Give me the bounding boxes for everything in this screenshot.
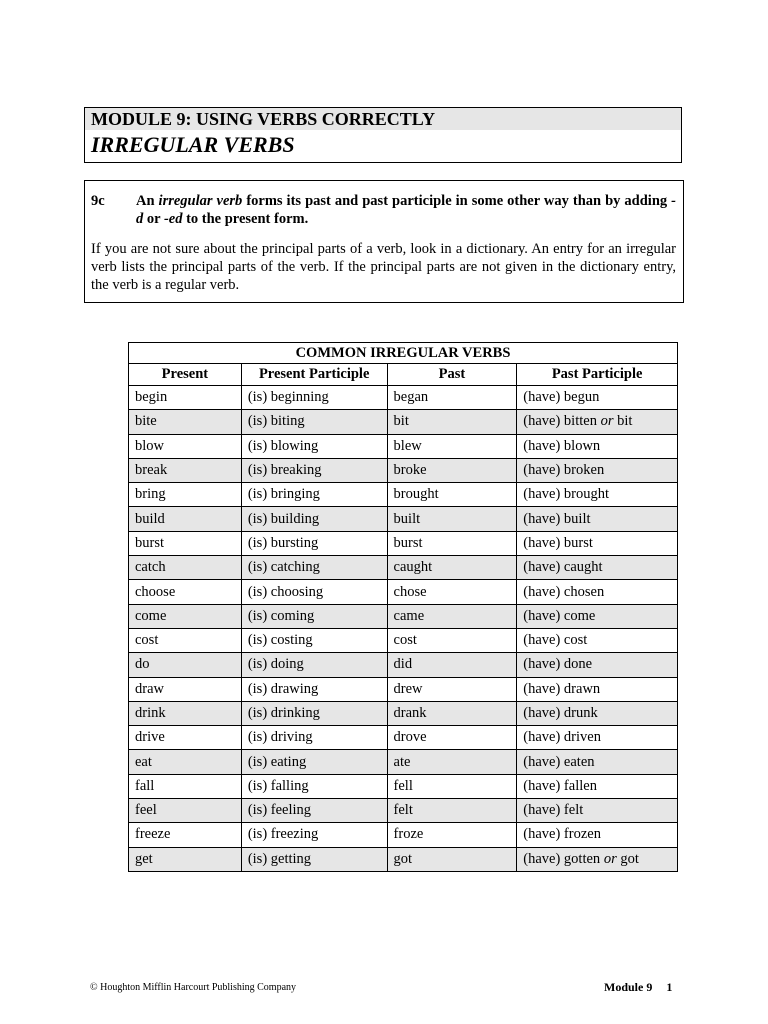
cell-present: choose xyxy=(129,580,242,604)
cell-past-participle xyxy=(517,386,678,410)
rule-text-part: An xyxy=(136,193,159,209)
past-participle-text: (have) built xyxy=(523,510,591,527)
rule-term: irregular verb xyxy=(158,193,243,209)
cell-past-participle xyxy=(517,580,678,604)
column-header-past: Past xyxy=(387,364,517,386)
table-row xyxy=(129,799,678,823)
cell-past-participle xyxy=(517,677,678,701)
table-row xyxy=(129,701,678,725)
cell-past: did xyxy=(387,653,517,677)
module-header xyxy=(84,107,682,163)
cell-present: cost xyxy=(129,628,242,652)
section-title: IRREGULAR VERBS xyxy=(91,132,295,157)
cell-present: eat xyxy=(129,750,242,774)
table-row xyxy=(129,847,678,871)
cell-past: drew xyxy=(387,677,517,701)
cell-present-participle: (is) blowing xyxy=(241,434,387,458)
past-participle-text: (have) drunk xyxy=(523,705,598,721)
cell-present-participle: (is) getting xyxy=(241,847,387,871)
cell-past-participle xyxy=(517,531,678,555)
table-row xyxy=(129,677,678,701)
past-participle-text: (have) felt xyxy=(523,802,584,819)
cell-present-participle: (is) eating xyxy=(241,750,387,774)
table-row xyxy=(129,628,678,652)
cell-present-participle: (is) building xyxy=(241,507,387,531)
irregular-verbs-table xyxy=(128,342,678,872)
cell-present: build xyxy=(129,507,242,531)
past-participle-text: (have) gotten xyxy=(523,850,601,867)
cell-present: come xyxy=(129,604,242,628)
past-participle-text: (have) done xyxy=(523,656,593,673)
cell-past: drank xyxy=(387,701,517,725)
alt-form: got xyxy=(620,850,639,867)
table-row xyxy=(129,750,678,774)
suffix-ed: -ed xyxy=(163,211,183,227)
table-row xyxy=(129,580,678,604)
cell-present-participle: (is) doing xyxy=(241,653,387,677)
past-participle-text: (have) bitten xyxy=(523,413,597,430)
cell-past-participle xyxy=(517,483,678,507)
cell-past-participle xyxy=(517,799,678,823)
rule-text-part: forms its past and past participle in some other way than by adding xyxy=(242,193,672,209)
table-row xyxy=(129,483,678,507)
cell-past: drove xyxy=(387,726,517,750)
cell-past: felt xyxy=(387,799,517,823)
rule-body: If you are not sure about the principal parts of a verb, look in a dictionary. An entry for an irregular verb lists the principal parts of the verb. If the principal parts are not given in the dictionary entry, the verb is a regular verb. xyxy=(91,241,676,293)
cell-past: began xyxy=(387,386,517,410)
cell-past: bit xyxy=(387,410,517,434)
cell-present-participle: (is) freezing xyxy=(241,823,387,847)
table-caption: COMMON IRREGULAR VERBS xyxy=(129,343,678,364)
column-header-present: Present xyxy=(129,364,242,386)
past-participle-text: (have) eaten xyxy=(523,753,595,770)
cell-past: ate xyxy=(387,750,517,774)
cell-past-participle xyxy=(517,726,678,750)
page-footer xyxy=(604,980,672,995)
alt-conjunction: or xyxy=(600,413,614,430)
cell-present: burst xyxy=(129,531,242,555)
past-participle-text: (have) caught xyxy=(523,559,603,576)
cell-past: brought xyxy=(387,483,517,507)
table-row xyxy=(129,386,678,410)
column-header-present-participle: Present Participle xyxy=(241,364,387,386)
table-row xyxy=(129,774,678,798)
cell-present-participle: (is) feeling xyxy=(241,799,387,823)
cell-present: feel xyxy=(129,799,242,823)
cell-present-participle: (is) beginning xyxy=(241,386,387,410)
cell-past: burst xyxy=(387,531,517,555)
suffix-d: -d xyxy=(136,193,676,227)
cell-present-participle: (is) drinking xyxy=(241,701,387,725)
cell-present: begin xyxy=(129,386,242,410)
rule-number: 9c xyxy=(91,193,105,209)
table-row xyxy=(129,556,678,580)
table-row xyxy=(129,726,678,750)
cell-present: break xyxy=(129,458,242,482)
cell-past: fell xyxy=(387,774,517,798)
cell-past: caught xyxy=(387,556,517,580)
cell-past-participle xyxy=(517,823,678,847)
past-participle-text: (have) blown xyxy=(523,437,601,454)
module-label: Module 9 xyxy=(604,980,653,994)
past-participle-text: (have) cost xyxy=(523,632,588,649)
cell-past-participle xyxy=(517,507,678,531)
alt-form: bit xyxy=(617,413,633,430)
cell-present-participle: (is) bursting xyxy=(241,531,387,555)
cell-present: blow xyxy=(129,434,242,458)
cell-past-participle xyxy=(517,458,678,482)
alt-conjunction: or xyxy=(603,850,617,867)
rule-text-part: or xyxy=(143,211,164,227)
table-row xyxy=(129,604,678,628)
cell-past: cost xyxy=(387,628,517,652)
cell-present-participle: (is) coming xyxy=(241,604,387,628)
rule-statement xyxy=(136,192,676,228)
page-number: 1 xyxy=(666,980,673,994)
cell-present: drive xyxy=(129,726,242,750)
cell-present: do xyxy=(129,653,242,677)
module-title: MODULE 9: USING VERBS CORRECTLY xyxy=(85,108,681,130)
cell-past-participle xyxy=(517,701,678,725)
cell-past: froze xyxy=(387,823,517,847)
cell-past-participle xyxy=(517,774,678,798)
past-participle-text: (have) come xyxy=(523,607,596,624)
cell-present: freeze xyxy=(129,823,242,847)
cell-past: chose xyxy=(387,580,517,604)
cell-present-participle: (is) falling xyxy=(241,774,387,798)
table-row xyxy=(129,434,678,458)
cell-past: built xyxy=(387,507,517,531)
cell-present: catch xyxy=(129,556,242,580)
cell-present-participle: (is) biting xyxy=(241,410,387,434)
past-participle-text: (have) frozen xyxy=(523,826,601,843)
table-row xyxy=(129,653,678,677)
cell-past-participle xyxy=(517,628,678,652)
past-participle-text: (have) begun xyxy=(523,389,600,406)
rule-box xyxy=(84,180,684,303)
column-header-past-participle: Past Participle xyxy=(517,364,678,386)
cell-present-participle: (is) driving xyxy=(241,726,387,750)
table-row xyxy=(129,531,678,555)
cell-past: came xyxy=(387,604,517,628)
cell-present: bite xyxy=(129,410,242,434)
cell-past: blew xyxy=(387,434,517,458)
cell-past-participle xyxy=(517,750,678,774)
cell-present: draw xyxy=(129,677,242,701)
table-row xyxy=(129,823,678,847)
cell-present: drink xyxy=(129,701,242,725)
copyright: © Houghton Mifflin Harcourt Publishing Company xyxy=(90,982,297,993)
cell-present-participle: (is) breaking xyxy=(241,458,387,482)
cell-present: fall xyxy=(129,774,242,798)
cell-present-participle: (is) bringing xyxy=(241,483,387,507)
cell-past-participle xyxy=(517,556,678,580)
cell-past-participle xyxy=(517,604,678,628)
cell-present-participle: (is) drawing xyxy=(241,677,387,701)
past-participle-text: (have) chosen xyxy=(523,583,605,600)
rule-statement-row xyxy=(91,192,676,228)
cell-present-participle: (is) choosing xyxy=(241,580,387,604)
cell-present-participle: (is) catching xyxy=(241,556,387,580)
past-participle-text: (have) broken xyxy=(523,462,605,479)
past-participle-text: (have) drawn xyxy=(523,680,601,697)
past-participle-text: (have) fallen xyxy=(523,777,597,794)
past-participle-text: (have) driven xyxy=(523,729,601,746)
table-row xyxy=(129,410,678,434)
cell-past: got xyxy=(387,847,517,871)
cell-present: get xyxy=(129,847,242,871)
past-participle-text: (have) brought xyxy=(523,486,610,503)
cell-past: broke xyxy=(387,458,517,482)
cell-past-participle xyxy=(517,434,678,458)
table-row xyxy=(129,458,678,482)
cell-present-participle: (is) costing xyxy=(241,628,387,652)
rule-text-part: to the present form. xyxy=(182,211,309,227)
past-participle-text: (have) burst xyxy=(523,534,593,551)
cell-past-participle xyxy=(517,847,678,871)
cell-present: bring xyxy=(129,483,242,507)
cell-past-participle xyxy=(517,653,678,677)
cell-past-participle xyxy=(517,410,678,434)
table-row xyxy=(129,507,678,531)
